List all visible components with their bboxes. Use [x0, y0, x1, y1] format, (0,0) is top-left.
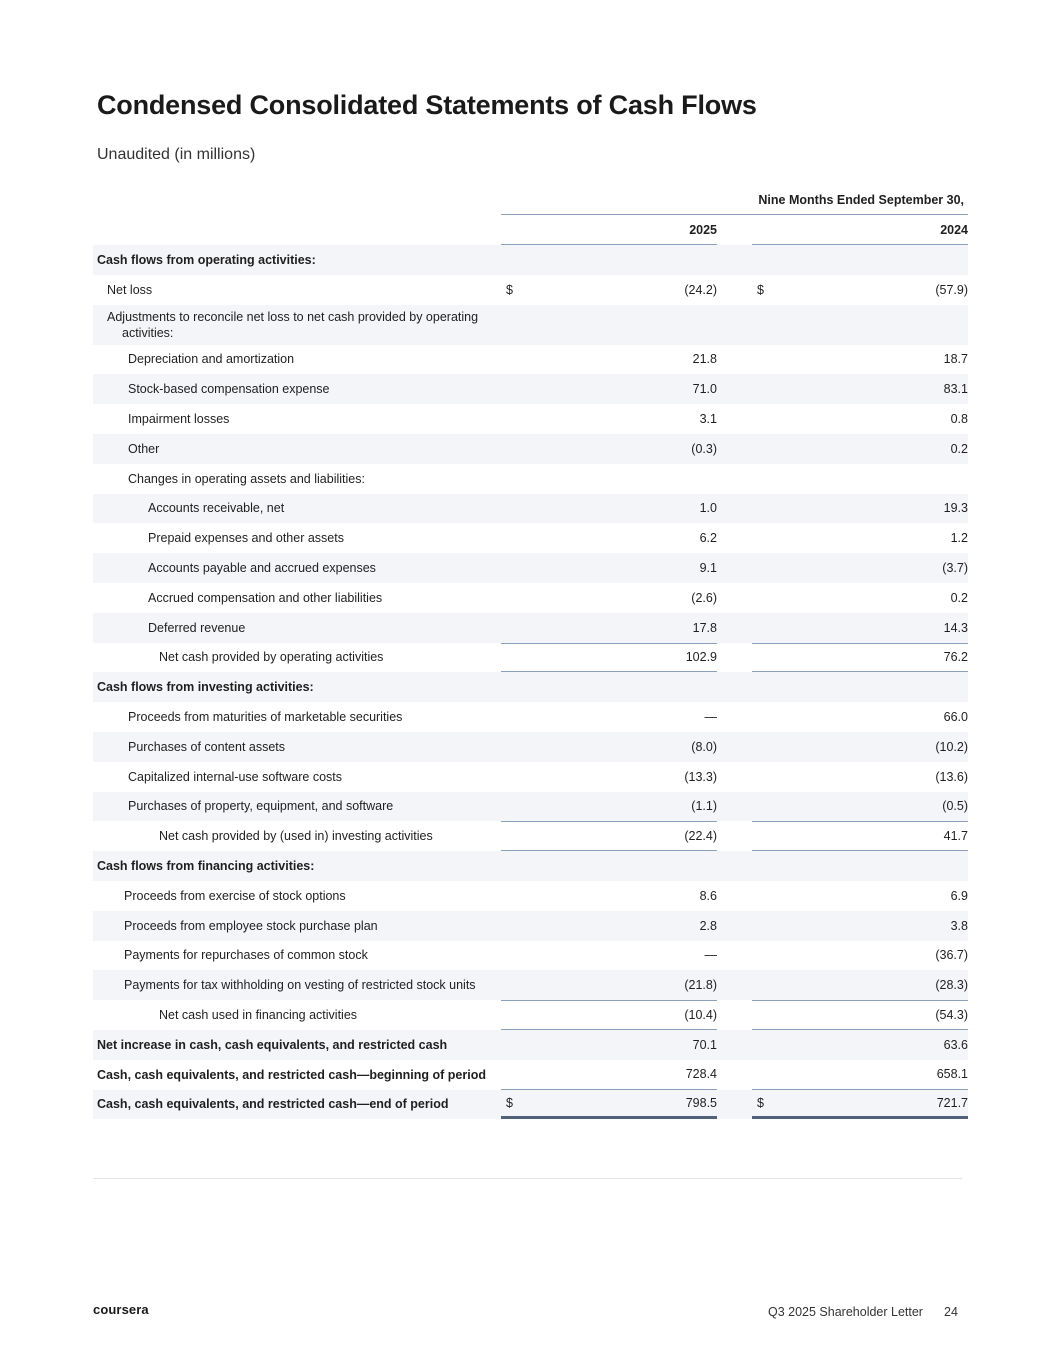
value-2025 — [501, 762, 717, 792]
table-row — [93, 970, 968, 1000]
cell-value: 70.1 — [692, 1037, 717, 1052]
cell-value: (13.3) — [684, 769, 717, 784]
cell-value: 18.7 — [943, 352, 968, 367]
currency-symbol: $ — [506, 1095, 513, 1110]
row-label: Net cash provided by (used in) investing activities — [159, 829, 433, 844]
cell-value: 66.0 — [943, 710, 968, 725]
cell-value: 658.1 — [936, 1067, 968, 1082]
cell-value: (1.1) — [691, 799, 717, 814]
cell-value: (36.7) — [935, 948, 968, 963]
table-row — [93, 792, 968, 822]
cell-value: (57.9) — [935, 282, 968, 297]
footer-divider — [93, 1178, 962, 1179]
value-2025 — [501, 494, 717, 524]
table-row — [93, 523, 968, 553]
table-row — [93, 911, 968, 941]
cell-value: 1.0 — [699, 501, 717, 516]
value-2025 — [501, 245, 717, 275]
table-row — [93, 1090, 968, 1120]
value-2025 — [501, 345, 717, 375]
page-title: Condensed Consolidated Statements of Cash Flows — [97, 90, 757, 120]
year-header-2025: 2025 — [501, 216, 717, 245]
value-2025 — [501, 881, 717, 911]
value-2024 — [752, 970, 968, 1000]
cell-value: 6.9 — [950, 888, 968, 903]
cell-value: 6.2 — [699, 531, 717, 546]
row-label: Payments for tax withholding on vesting of restricted stock units — [124, 978, 476, 993]
row-label: Depreciation and amortization — [128, 352, 295, 367]
row-label: Adjustments to reconcile net loss to net cash provided by operating activities: — [107, 309, 479, 340]
cell-value: (10.4) — [684, 1008, 717, 1023]
cell-value: 3.1 — [699, 412, 717, 427]
value-2025 — [501, 851, 717, 881]
cell-value: — — [704, 948, 717, 963]
value-2024 — [752, 732, 968, 762]
cell-value: 8.6 — [699, 888, 717, 903]
cell-value: 63.6 — [943, 1037, 968, 1052]
value-2024 — [752, 792, 968, 822]
row-label: Impairment losses — [128, 412, 230, 427]
table-row — [93, 404, 968, 434]
table-row — [93, 1030, 968, 1060]
table-row — [93, 941, 968, 971]
cell-value: 3.8 — [950, 918, 968, 933]
cell-value: 2.8 — [699, 918, 717, 933]
value-2024 — [752, 1030, 968, 1060]
row-label: Net cash used in financing activities — [159, 1008, 358, 1023]
table-row — [93, 821, 968, 851]
value-2025 — [501, 792, 717, 822]
year-header-2024: 2024 — [752, 216, 968, 245]
table-row — [93, 851, 968, 881]
value-2025 — [501, 821, 717, 851]
cell-value: 17.8 — [692, 620, 717, 635]
value-2024 — [752, 821, 968, 851]
value-2025 — [501, 523, 717, 553]
row-label: Prepaid expenses and other assets — [148, 531, 344, 546]
cell-value: (28.3) — [935, 978, 968, 993]
row-label: Other — [128, 441, 160, 456]
cell-value: (21.8) — [684, 978, 717, 993]
cell-value: 0.2 — [950, 441, 968, 456]
value-2025 — [501, 305, 717, 345]
cell-value: 71.0 — [692, 382, 717, 397]
cell-value: (8.0) — [691, 739, 717, 754]
page-number: 24 — [944, 1305, 958, 1319]
row-label: Changes in operating assets and liabilities: — [128, 471, 365, 486]
table-row — [93, 583, 968, 613]
cell-value: 0.8 — [950, 412, 968, 427]
cell-value: 14.3 — [943, 620, 968, 635]
value-2025 — [501, 672, 717, 702]
value-2025 — [501, 583, 717, 613]
table-row — [93, 464, 968, 494]
cell-value: 1.2 — [950, 531, 968, 546]
value-2025 — [501, 911, 717, 941]
row-label: Capitalized internal-use software costs — [128, 769, 342, 784]
row-label: Cash flows from investing activities: — [97, 680, 314, 695]
row-label: Net increase in cash, cash equivalents, and restricted cash — [97, 1037, 448, 1052]
row-label: Net loss — [107, 282, 153, 297]
row-label: Purchases of content assets — [128, 739, 286, 754]
value-2024 — [752, 941, 968, 971]
currency-symbol: $ — [506, 282, 513, 297]
cell-value: 76.2 — [943, 650, 968, 665]
table-row — [93, 702, 968, 732]
value-2024 — [752, 702, 968, 732]
table-row — [93, 494, 968, 524]
value-2024 — [752, 583, 968, 613]
value-2025 — [501, 1030, 717, 1060]
row-label: Deferred revenue — [148, 620, 246, 635]
row-label: Accounts payable and accrued expenses — [148, 561, 376, 576]
value-2024 — [752, 345, 968, 375]
table-row — [93, 672, 968, 702]
value-2025 — [501, 434, 717, 464]
table-row — [93, 345, 968, 375]
row-label: Cash, cash equivalents, and restricted cash—beginning of period — [97, 1067, 486, 1082]
row-label: Net cash provided by operating activities — [159, 650, 384, 665]
cell-value: (24.2) — [684, 282, 717, 297]
value-2024 — [752, 404, 968, 434]
table-row — [93, 613, 968, 643]
cell-value: 0.2 — [950, 590, 968, 605]
value-2025 — [501, 970, 717, 1000]
row-label: Accounts receivable, net — [148, 501, 285, 516]
table-row — [93, 275, 968, 305]
cell-value: (13.6) — [935, 769, 968, 784]
currency-symbol: $ — [757, 1095, 764, 1110]
value-2025 — [501, 1000, 717, 1030]
value-2024 — [752, 911, 968, 941]
value-2024 — [752, 553, 968, 583]
value-2024 — [752, 1090, 968, 1120]
table-row — [93, 305, 968, 345]
cash-flow-table — [93, 245, 968, 1119]
cell-value: 19.3 — [943, 501, 968, 516]
cell-value: (54.3) — [935, 1008, 968, 1023]
value-2025 — [501, 1060, 717, 1090]
value-2025 — [501, 404, 717, 434]
value-2024 — [752, 762, 968, 792]
cell-value: (0.5) — [942, 799, 968, 814]
cell-value: 21.8 — [692, 352, 717, 367]
cell-value: 721.7 — [936, 1095, 968, 1110]
coursera-logo: coursera — [93, 1302, 149, 1317]
row-label: Cash flows from financing activities: — [97, 859, 315, 874]
table-row — [93, 1060, 968, 1090]
row-label: Cash flows from operating activities: — [97, 252, 316, 267]
value-2025 — [501, 374, 717, 404]
value-2024 — [752, 1000, 968, 1030]
value-2025 — [501, 643, 717, 673]
value-2024 — [752, 643, 968, 673]
page-subtitle: Unaudited (in millions) — [97, 146, 256, 163]
cell-value: 102.9 — [685, 650, 717, 665]
value-2024 — [752, 464, 968, 494]
cell-value: 9.1 — [699, 561, 717, 576]
value-2024 — [752, 523, 968, 553]
table-row — [93, 245, 968, 275]
cell-value: 798.5 — [685, 1095, 717, 1110]
row-label: Stock-based compensation expense — [128, 382, 330, 397]
cell-value: (0.3) — [691, 441, 717, 456]
table-row — [93, 1000, 968, 1030]
table-row — [93, 553, 968, 583]
cell-value: (10.2) — [935, 739, 968, 754]
value-2024 — [752, 1060, 968, 1090]
value-2024 — [752, 374, 968, 404]
document-name: Q3 2025 Shareholder Letter — [768, 1305, 923, 1319]
cell-value: (3.7) — [942, 561, 968, 576]
value-2025 — [501, 732, 717, 762]
row-label: Purchases of property, equipment, and software — [128, 799, 394, 814]
row-label: Cash, cash equivalents, and restricted cash—end of period — [97, 1097, 449, 1112]
value-2024 — [752, 672, 968, 702]
cell-value: (22.4) — [684, 829, 717, 844]
table-row — [93, 762, 968, 792]
value-2025 — [501, 553, 717, 583]
cell-value: 83.1 — [943, 382, 968, 397]
value-2025 — [501, 464, 717, 494]
table-row — [93, 374, 968, 404]
currency-symbol: $ — [757, 282, 764, 297]
table-row — [93, 732, 968, 762]
value-2024 — [752, 434, 968, 464]
value-2024 — [752, 275, 968, 305]
value-2024 — [752, 613, 968, 643]
row-label: Proceeds from employee stock purchase plan — [124, 918, 378, 933]
period-header: Nine Months Ended September 30, — [501, 186, 968, 215]
cell-value: (2.6) — [691, 590, 717, 605]
value-2024 — [752, 881, 968, 911]
value-2024 — [752, 851, 968, 881]
value-2024 — [752, 305, 968, 345]
value-2024 — [752, 494, 968, 524]
value-2025 — [501, 702, 717, 732]
value-2024 — [752, 245, 968, 275]
value-2025 — [501, 1090, 717, 1120]
row-label: Payments for repurchases of common stock — [124, 948, 368, 963]
table-row — [93, 881, 968, 911]
row-label: Proceeds from maturities of marketable securities — [128, 710, 403, 725]
row-label: Proceeds from exercise of stock options — [124, 888, 346, 903]
value-2025 — [501, 941, 717, 971]
table-row — [93, 643, 968, 673]
value-2025 — [501, 613, 717, 643]
row-label: Accrued compensation and other liabilities — [148, 590, 383, 605]
cell-value: 728.4 — [685, 1067, 717, 1082]
cell-value: 41.7 — [943, 829, 968, 844]
cell-value: — — [704, 710, 717, 725]
value-2025 — [501, 275, 717, 305]
table-row — [93, 434, 968, 464]
